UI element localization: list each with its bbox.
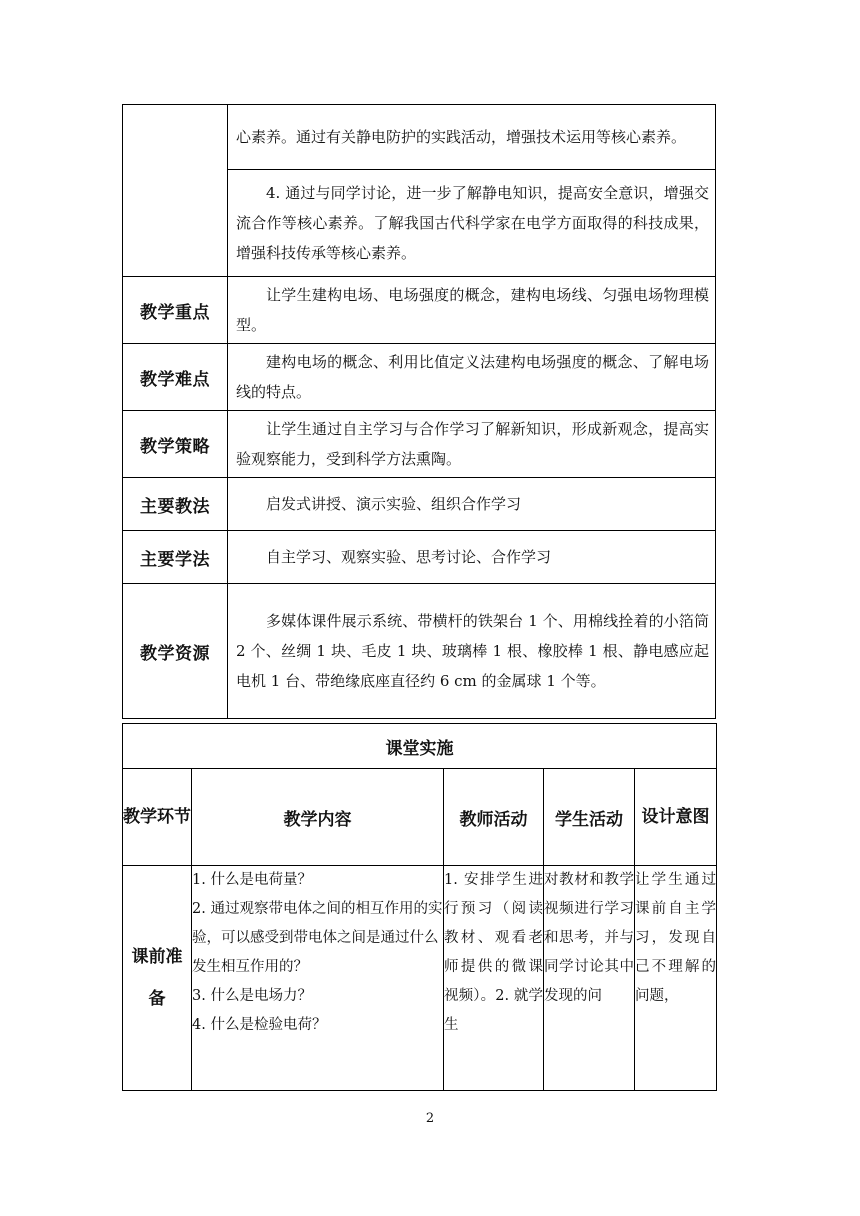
content-item: 4. 什么是检验电荷？ (192, 1017, 327, 1033)
content-cell (192, 866, 444, 1091)
header-stage: 教学环节 (123, 769, 192, 866)
row-label: 主要教法 (123, 478, 228, 531)
design-intent-cell: 让学生通过课前自主学习，发现自己不理解的问题， (635, 866, 717, 1091)
content-item: 2. 通过观察带电体之间的相互作用的实验，可以感受到带电体之间是通过什么发生相互作用的？ (192, 901, 443, 975)
student-activity-cell: 对教材和教学视频进行学习和思考，并与同学讨论其中发现的问 (544, 866, 635, 1091)
content-item: 1. 什么是电荷量？ (192, 872, 312, 888)
page-number: 2 (425, 1111, 435, 1126)
objective-text: 4. 通过与同学讨论，进一步了解静电知识，提高安全意识，增强交流合作等核心素养。了解我国古代科学家在电学方面取得的科技成果，增强科技传承等核心素养。 (228, 170, 716, 277)
row-label: 教学资源 (123, 584, 228, 719)
row-text: 让学生通过自主学习与合作学习了解新知识，形成新观念，提高实验观察能力，受到科学方法熏陶。 (228, 411, 716, 478)
table-row (123, 584, 716, 719)
content-item: 3. 什么是电场力？ (192, 988, 312, 1004)
table-row (123, 478, 716, 531)
teacher-activity-cell: 1. 安排学生进行预习（阅读教材、观看老师提供的微课视频）。2. 就学生 (444, 866, 544, 1091)
objective-text: 心素养。通过有关静电防护的实践活动，增强技术运用等核心素养。 (228, 105, 716, 170)
table-row (123, 866, 717, 1091)
table-row (123, 769, 717, 866)
row-label: 主要学法 (123, 531, 228, 584)
row-text: 让学生建构电场、电场强度的概念，建构电场线、匀强电场物理模型。 (228, 277, 716, 344)
header-intent: 设计意图 (635, 769, 717, 866)
row-label (123, 105, 228, 277)
header-student: 学生活动 (544, 769, 635, 866)
stage-label: 课前准备 (123, 866, 192, 1091)
table-row (123, 724, 717, 769)
table-row (123, 344, 716, 411)
classroom-implementation-table (122, 723, 717, 1091)
row-label: 教学策略 (123, 411, 228, 478)
row-text: 多媒体课件展示系统、带横杆的铁架台 1 个、用棉线拴着的小箔筒 2 个、丝绸 1 块、毛皮 1 块、玻璃棒 1 根、橡胶棒 1 根、静电感应起电机 1 台、带绝缘底座直径约 6 cm 的金属球 1 个等。 (228, 584, 716, 719)
table-row (123, 277, 716, 344)
table-row (123, 411, 716, 478)
table-row (123, 105, 716, 170)
lesson-info-table (122, 104, 716, 719)
section-title: 课堂实施 (123, 724, 717, 769)
row-text: 建构电场的概念、利用比值定义法建构电场强度的概念、了解电场线的特点。 (228, 344, 716, 411)
row-label: 教学难点 (123, 344, 228, 411)
header-teacher: 教师活动 (444, 769, 544, 866)
row-text: 自主学习、观察实验、思考讨论、合作学习 (228, 531, 716, 584)
row-label: 教学重点 (123, 277, 228, 344)
table-row (123, 531, 716, 584)
row-text: 启发式讲授、演示实验、组织合作学习 (228, 478, 716, 531)
header-content: 教学内容 (192, 769, 444, 866)
